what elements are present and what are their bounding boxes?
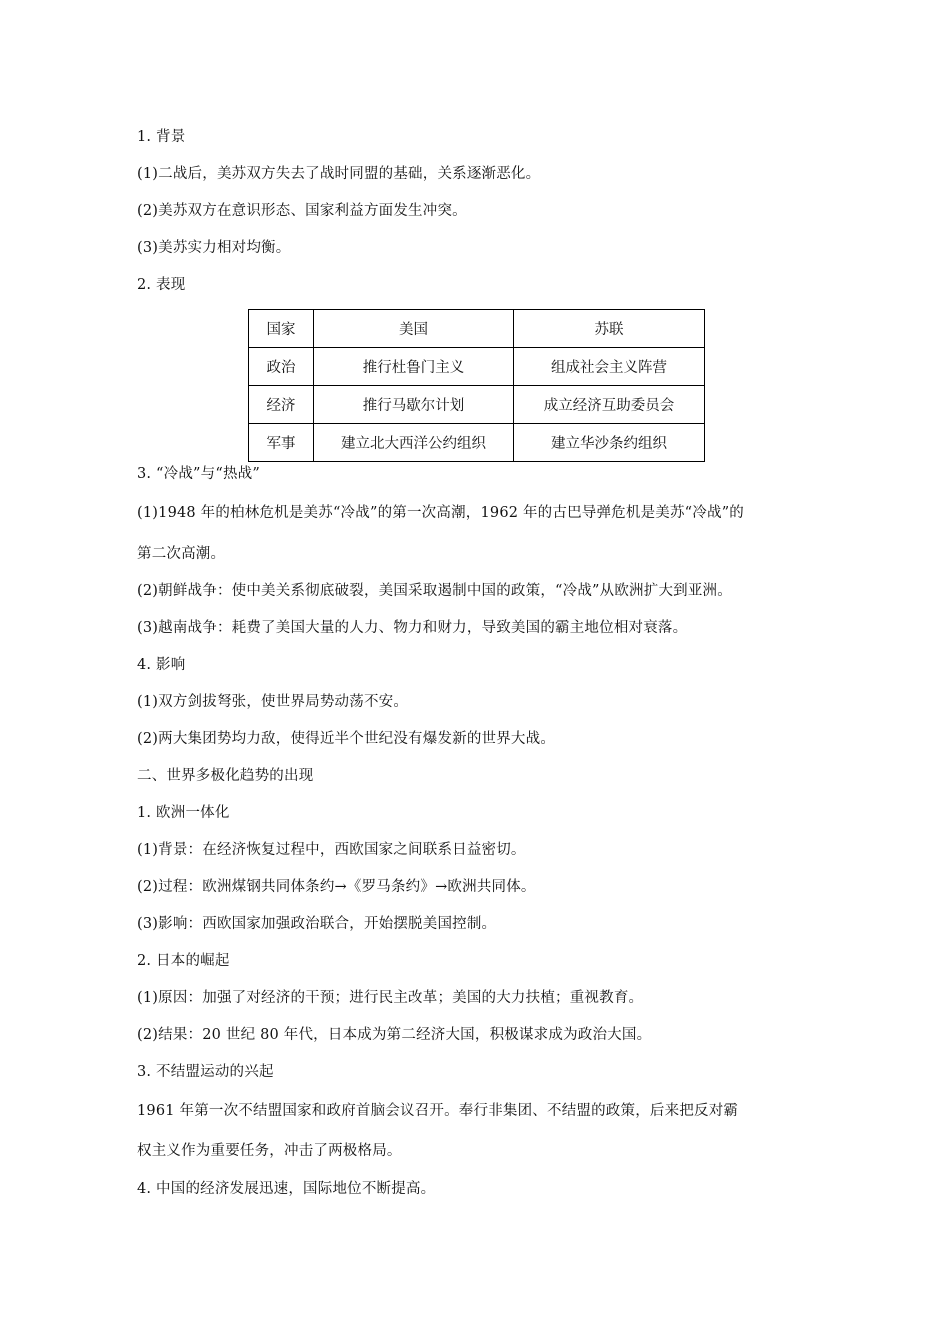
table-cell: 军事 bbox=[249, 424, 314, 462]
japan-item-1: (1)原因：加强了对经济的干预；进行民主改革；美国的大力扶植；重视教育。 bbox=[137, 990, 644, 1006]
table-cell: 成立经济互助委员会 bbox=[514, 386, 705, 424]
table-row bbox=[249, 348, 705, 386]
europe-item-1: (1)背景：在经济恢复过程中，西欧国家之间联系日益密切。 bbox=[137, 842, 526, 858]
manifestation-table bbox=[248, 309, 705, 462]
europe-heading: 1. 欧洲一体化 bbox=[137, 805, 230, 821]
coldwar-item-2: (2)朝鲜战争：使中美关系彻底破裂，美国采取遏制中国的政策，“冷战”从欧洲扩大到亚洲。 bbox=[137, 583, 732, 599]
japan-item-2: (2)结果：20 世纪 80 年代，日本成为第二经济大国，积极谋求成为政治大国。 bbox=[137, 1027, 652, 1043]
nonaligned-line-2: 权主义作为重要任务，冲击了两极格局。 bbox=[137, 1143, 402, 1159]
table-cell: 建立北大西洋公约组织 bbox=[314, 424, 514, 462]
table-cell: 政治 bbox=[249, 348, 314, 386]
nonaligned-heading: 3. 不结盟运动的兴起 bbox=[137, 1064, 274, 1080]
europe-item-2: (2)过程：欧洲煤钢共同体条约→《罗马条约》→欧洲共同体。 bbox=[137, 879, 536, 895]
table-header-row bbox=[249, 310, 705, 348]
table-cell: 推行马歇尔计划 bbox=[314, 386, 514, 424]
table-cell: 组成社会主义阵营 bbox=[514, 348, 705, 386]
coldwar-heading: 3. “冷战”与“热战” bbox=[137, 466, 260, 482]
background-heading: 1. 背景 bbox=[137, 129, 186, 145]
table-header-cell: 国家 bbox=[249, 310, 314, 348]
impact-item-2: (2)两大集团势均力敌，使得近半个世纪没有爆发新的世界大战。 bbox=[137, 731, 556, 747]
table-cell: 推行杜鲁门主义 bbox=[314, 348, 514, 386]
table-row bbox=[249, 424, 705, 462]
table-row bbox=[249, 386, 705, 424]
table-header-cell: 苏联 bbox=[514, 310, 705, 348]
coldwar-item-3: (3)越南战争：耗费了美国大量的人力、物力和财力，导致美国的霸主地位相对衰落。 bbox=[137, 620, 688, 636]
impact-item-1: (1)双方剑拔弩张，使世界局势动荡不安。 bbox=[137, 694, 409, 710]
europe-item-3: (3)影响：西欧国家加强政治联合，开始摆脱美国控制。 bbox=[137, 916, 497, 932]
nonaligned-line-1: 1961 年第一次不结盟国家和政府首脑会议召开。奉行非集团、不结盟的政策，后来把反对霸 bbox=[137, 1103, 739, 1119]
manifest-heading: 2. 表现 bbox=[137, 277, 186, 293]
coldwar-item-1-line-1: (1)1948 年的柏林危机是美苏“冷战”的第一次高潮，1962 年的古巴导弹危机是美苏“冷战”的 bbox=[137, 505, 745, 521]
impact-heading: 4. 影响 bbox=[137, 657, 186, 673]
coldwar-item-1-line-2: 第二次高潮。 bbox=[137, 546, 226, 562]
china-line: 4. 中国的经济发展迅速，国际地位不断提高。 bbox=[137, 1181, 436, 1197]
table-cell: 经济 bbox=[249, 386, 314, 424]
background-item-3: (3)美苏实力相对均衡。 bbox=[137, 240, 291, 256]
background-item-1: (1)二战后，美苏双方失去了战时同盟的基础，关系逐渐恶化。 bbox=[137, 166, 541, 182]
section-2-title: 二、世界多极化趋势的出现 bbox=[137, 768, 314, 784]
table-cell: 建立华沙条约组织 bbox=[514, 424, 705, 462]
background-item-2: (2)美苏双方在意识形态、国家利益方面发生冲突。 bbox=[137, 203, 467, 219]
table-header-cell: 美国 bbox=[314, 310, 514, 348]
japan-heading: 2. 日本的崛起 bbox=[137, 953, 230, 969]
